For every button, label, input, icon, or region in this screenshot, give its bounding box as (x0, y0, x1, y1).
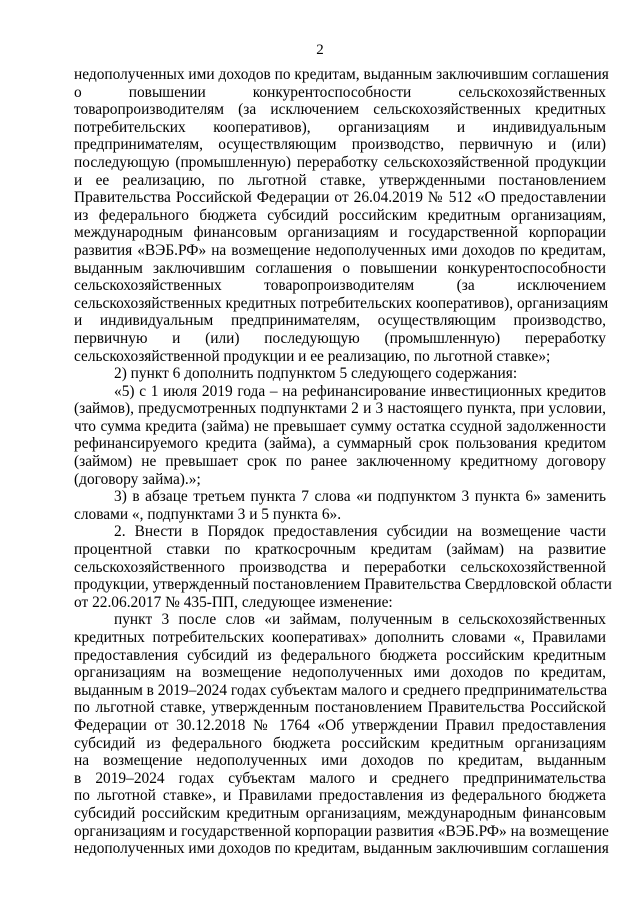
text-line: по льготной ставке», и Правилами предоставления из федерального бюджета (74, 787, 606, 805)
text-line: сельскохозяйственных кредитных потребительских кооперативов), организациям (74, 294, 609, 312)
text-line: недополученных ими доходов по кредитам, выданным заключившим соглашения (74, 840, 609, 858)
text-line: развития «ВЭБ.РФ» на возмещение недополученных ими доходов по кредитам, (74, 241, 606, 259)
text-line: организациям на возмещение недополученных ими доходов по кредитам, (74, 664, 606, 682)
text-line: от 22.06.2017 № 435-ПП, следующее изменение: (74, 593, 393, 611)
text-line: и индивидуальным предпринимателям, осуществляющим производство, (74, 312, 606, 330)
text-line: Федерации от 30.12.2018 № 1764 «Об утверждении Правил предоставления (74, 716, 606, 734)
text-line: предпринимателям, осуществляющим производство, первичную и (или) (74, 136, 606, 154)
text-line: 2. Внести в Порядок предоставления субсидии на возмещение части (114, 523, 606, 541)
text-line: субсидий из федерального бюджета российским кредитным организациям (74, 734, 606, 752)
text-line: кредитных потребительских кооперативах» дополнить словами «, Правилами (74, 629, 606, 646)
text-line: 3) в абзаце третьем пункта 7 слова «и подпунктом 3 пункта 6» заменить (114, 488, 606, 506)
text-line: продукции, утвержденный постановлением Правительства Свердловской области (74, 576, 612, 594)
text-line: о повышении конкурентоспособности сельскохозяйственных (74, 83, 606, 101)
text-line: организациям и государственной корпорации развития «ВЭБ.РФ» на возмещение (74, 822, 609, 840)
text-line: в 2019–2024 годах субъектам малого и среднего предпринимательства (74, 769, 606, 787)
text-line: на возмещение недополученных ими доходов по кредитам, выданным (74, 752, 606, 770)
text-line: «5) с 1 июля 2019 года – на рефинансирование инвестиционных кредитов (114, 382, 606, 400)
text-line: что сумма кредита (займа) не превышает сумму остатка ссудной задолженности (74, 417, 606, 435)
text-line: 2) пункт 6 дополнить подпунктом 5 следующего содержания: (114, 365, 518, 383)
text-line: рефинансируемого кредита (займа), а суммарный срок пользования кредитом (74, 435, 606, 453)
document-body (74, 66, 612, 858)
text-line: (займом) не превышает срок по ранее заключенному кредитному договору (74, 453, 606, 471)
page-number: 2 (316, 42, 324, 58)
text-line: товаропроизводителям (за исключением сельскохозяйственных кредитных (74, 101, 606, 119)
text-line: выданным заключившим соглашения о повышении конкурентоспособности (74, 259, 606, 277)
text-line: словами «, подпунктами 3 и 5 пункта 6». (74, 505, 342, 523)
text-line: первичную и (или) последующую (промышленную) переработку (74, 329, 606, 347)
text-line: сельскохозяйственной продукции и ее реализацию, по льготной ставке»; (74, 347, 551, 365)
text-line: потребительских кооперативов), организациям и индивидуальным (74, 118, 606, 136)
text-line: предоставления субсидий из федерального бюджета российским кредитным (74, 646, 606, 664)
text-line: сельскохозяйственного производства и переработки сельскохозяйственной (74, 558, 606, 576)
text-line: субсидий российским кредитным организациям, международным финансовым (74, 804, 606, 822)
text-line: по льготной ставке, утвержденным постановлением Правительства Российской (74, 699, 606, 717)
text-line: последующую (промышленную) переработку сельскохозяйственной продукции (74, 153, 606, 171)
text-line: (договору займа).»; (74, 470, 201, 488)
text-line: сельскохозяйственных товаропроизводителям (за исключением (74, 277, 606, 295)
text-line: и ее реализацию, по льготной ставке, утвержденными постановлением (74, 171, 606, 189)
text-line: из федерального бюджета субсидий российским кредитным организациям, (74, 206, 606, 224)
text-line: (займов), предусмотренных подпунктами 2 и 3 настоящего пункта, при условии, (74, 400, 606, 418)
text-line: пункт 3 после слов «и займам, полученным в сельскохозяйственных (114, 611, 606, 629)
text-line: Правительства Российской Федерации от 26.04.2019 № 512 «О предоставлении (74, 189, 606, 207)
text-line: выданным в 2019–2024 годах субъектам малого и среднего предпринимательства (74, 681, 608, 699)
text-line: международным финансовым организациям и государственной корпорации (74, 224, 606, 242)
text-line: процентной ставки по краткосрочным кредитам (займам) на развитие (74, 541, 606, 559)
text-line: недополученных ими доходов по кредитам, выданным заключившим соглашения (74, 66, 609, 83)
